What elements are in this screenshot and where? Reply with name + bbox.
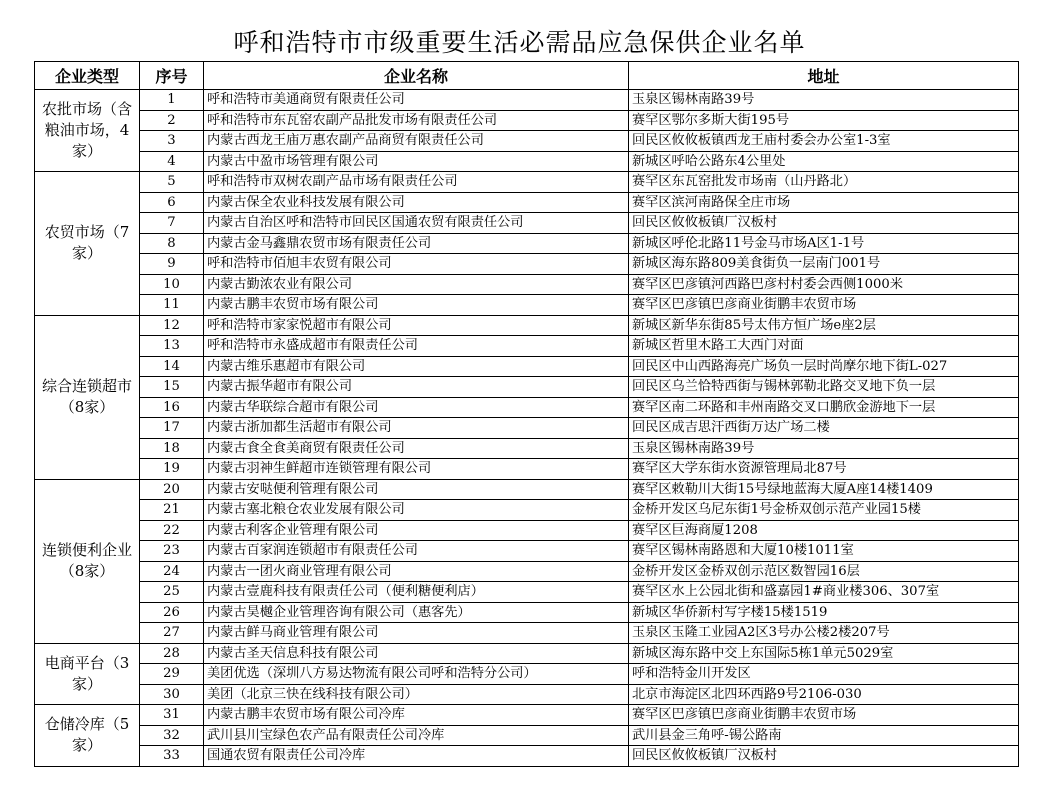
table-row [35, 479, 1019, 500]
company-address: 赛罕区大学东街水资源管理局北87号 [629, 459, 1019, 480]
table-row [35, 274, 1019, 295]
company-address: 回民区乌兰恰特西街与锡林郭勒北路交叉地下负一层 [629, 377, 1019, 398]
company-address: 赛罕区巴彦镇巴彦商业街鹏丰农贸市场 [629, 295, 1019, 316]
company-address: 呼和浩特金川开发区 [629, 664, 1019, 685]
row-number: 32 [140, 725, 204, 746]
category-cell: 仓储冷库（5家） [35, 705, 140, 767]
company-name: 内蒙古西龙王庙万惠农副产品商贸有限责任公司 [204, 131, 629, 152]
company-name: 内蒙古中盈市场管理有限公司 [204, 151, 629, 172]
company-name: 内蒙古勤浓农业有限公司 [204, 274, 629, 295]
row-number: 12 [140, 315, 204, 336]
company-address: 新城区呼伦北路11号金马市场A区1-1号 [629, 233, 1019, 254]
row-number: 33 [140, 746, 204, 767]
table-row [35, 643, 1019, 664]
header-name: 企业名称 [204, 62, 629, 90]
page-title: 呼和浩特市市级重要生活必需品应急保供企业名单 [233, 28, 806, 57]
row-number: 2 [140, 110, 204, 131]
header-type: 企业类型 [35, 62, 140, 90]
row-number: 1 [140, 90, 204, 111]
header-no: 序号 [140, 62, 204, 90]
row-number: 20 [140, 479, 204, 500]
category-cell: 电商平台（3家） [35, 643, 140, 705]
table-row [35, 725, 1019, 746]
company-address: 新城区呼哈公路东4公里处 [629, 151, 1019, 172]
company-name: 内蒙古鹏丰农贸市场有限公司冷库 [204, 705, 629, 726]
row-number: 14 [140, 356, 204, 377]
table-row [35, 377, 1019, 398]
table-body [35, 90, 1019, 767]
company-name: 内蒙古华联综合超市有限公司 [204, 397, 629, 418]
company-name: 内蒙古维乐惠超市有限公司 [204, 356, 629, 377]
company-name: 内蒙古振华超市有限公司 [204, 377, 629, 398]
company-address: 回民区攸攸板镇厂汉板村 [629, 746, 1019, 767]
row-number: 28 [140, 643, 204, 664]
row-number: 26 [140, 602, 204, 623]
row-number: 30 [140, 684, 204, 705]
header-row [35, 62, 1019, 90]
company-name: 呼和浩特市佰旭丰农贸有限公司 [204, 254, 629, 275]
company-address: 金桥开发区金桥双创示范区数智园16层 [629, 561, 1019, 582]
table-row [35, 151, 1019, 172]
table-row [35, 520, 1019, 541]
table-row [35, 131, 1019, 152]
company-name: 内蒙古百家润连锁超市有限责任公司 [204, 541, 629, 562]
company-address: 赛罕区鄂尔多斯大街195号 [629, 110, 1019, 131]
company-address: 赛罕区锡林南路恩和大厦10楼1011室 [629, 541, 1019, 562]
table-row [35, 172, 1019, 193]
table-row [35, 664, 1019, 685]
row-number: 5 [140, 172, 204, 193]
row-number: 31 [140, 705, 204, 726]
row-number: 18 [140, 438, 204, 459]
company-address: 赛罕区东瓦窑批发市场南（山丹路北） [629, 172, 1019, 193]
table-row [35, 541, 1019, 562]
company-address: 赛罕区巴彦镇巴彦商业街鹏丰农贸市场 [629, 705, 1019, 726]
company-address: 回民区成吉思汗西街万达广场二楼 [629, 418, 1019, 439]
company-address: 武川县金三角呼-锡公路南 [629, 725, 1019, 746]
company-address: 新城区海东路中交上东国际5栋1单元5029室 [629, 643, 1019, 664]
table-row [35, 561, 1019, 582]
table-row [35, 438, 1019, 459]
row-number: 17 [140, 418, 204, 439]
row-number: 23 [140, 541, 204, 562]
company-name: 内蒙古昊樾企业管理咨询有限公司（惠客先） [204, 602, 629, 623]
company-name: 内蒙古圣天信息科技有限公司 [204, 643, 629, 664]
company-address: 回民区攸攸板镇西龙王庙村委会办公室1-3室 [629, 131, 1019, 152]
table-row [35, 746, 1019, 767]
table-row [35, 418, 1019, 439]
row-number: 25 [140, 582, 204, 603]
enterprise-table [34, 61, 1019, 767]
category-cell: 综合连锁超市（8家） [35, 315, 140, 479]
row-number: 22 [140, 520, 204, 541]
company-address: 北京市海淀区北四环西路9号2106-030 [629, 684, 1019, 705]
row-number: 11 [140, 295, 204, 316]
table-row [35, 684, 1019, 705]
table-row [35, 602, 1019, 623]
company-name: 内蒙古保全农业科技发展有限公司 [204, 192, 629, 213]
company-name: 内蒙古利客企业管理有限公司 [204, 520, 629, 541]
table-row [35, 295, 1019, 316]
company-name: 内蒙古一团火商业管理有限公司 [204, 561, 629, 582]
company-name: 呼和浩特市永盛成超市有限责任公司 [204, 336, 629, 357]
table-row [35, 623, 1019, 644]
row-number: 7 [140, 213, 204, 234]
table-row [35, 705, 1019, 726]
company-name: 内蒙古羽神生鲜超市连锁管理有限公司 [204, 459, 629, 480]
row-number: 24 [140, 561, 204, 582]
company-name: 内蒙古壹鹿科技有限责任公司（便利糖便利店） [204, 582, 629, 603]
company-address: 新城区华侨新村写字楼15楼1519 [629, 602, 1019, 623]
table-row [35, 233, 1019, 254]
table-row [35, 459, 1019, 480]
company-name: 内蒙古塞北粮仓农业发展有限公司 [204, 500, 629, 521]
company-address: 新城区海东路809美食街负一层南门001号 [629, 254, 1019, 275]
company-address: 金桥开发区乌尼东街1号金桥双创示范产业园15楼 [629, 500, 1019, 521]
row-number: 9 [140, 254, 204, 275]
company-address: 玉泉区玉隆工业园A2区3号办公楼2楼207号 [629, 623, 1019, 644]
company-name: 美团优选（深圳八方易达物流有限公司呼和浩特分公司） [204, 664, 629, 685]
table-row [35, 500, 1019, 521]
row-number: 8 [140, 233, 204, 254]
company-name: 武川县川宝绿色农产品有限责任公司冷库 [204, 725, 629, 746]
table-row [35, 254, 1019, 275]
company-address: 赛罕区敕勒川大街15号绿地蓝海大厦A座14楼1409 [629, 479, 1019, 500]
company-address: 新城区哲里木路工大西门对面 [629, 336, 1019, 357]
company-address: 赛罕区南二环路和丰州南路交叉口鹏欣金游地下一层 [629, 397, 1019, 418]
table-row [35, 582, 1019, 603]
company-address: 赛罕区滨河南路保全庄市场 [629, 192, 1019, 213]
company-address: 玉泉区锡林南路39号 [629, 90, 1019, 111]
row-number: 10 [140, 274, 204, 295]
row-number: 16 [140, 397, 204, 418]
company-address: 新城区新华东街85号太伟方恒广场e座2层 [629, 315, 1019, 336]
table-row [35, 315, 1019, 336]
company-name: 美团（北京三快在线科技有限公司） [204, 684, 629, 705]
row-number: 29 [140, 664, 204, 685]
company-name: 呼和浩特市家家悦超市有限公司 [204, 315, 629, 336]
table-row [35, 110, 1019, 131]
company-name: 内蒙古金马鑫鼎农贸市场有限责任公司 [204, 233, 629, 254]
company-name: 内蒙古鲜马商业管理有限公司 [204, 623, 629, 644]
row-number: 27 [140, 623, 204, 644]
table-row [35, 356, 1019, 377]
company-name: 内蒙古自治区呼和浩特市回民区国通农贸有限责任公司 [204, 213, 629, 234]
table-row [35, 90, 1019, 111]
company-name: 呼和浩特市东瓦窑农副产品批发市场有限责任公司 [204, 110, 629, 131]
company-name: 内蒙古食全食美商贸有限责任公司 [204, 438, 629, 459]
company-name: 内蒙古安哒便利管理有限公司 [204, 479, 629, 500]
company-name: 内蒙古浙加都生活超市有限公司 [204, 418, 629, 439]
row-number: 15 [140, 377, 204, 398]
category-cell: 农贸市场（7家） [35, 172, 140, 316]
company-address: 回民区中山西路海亮广场负一层时尚摩尔地下街L-027 [629, 356, 1019, 377]
company-address: 赛罕区巴彦镇河西路巴彦村村委会西侧1000米 [629, 274, 1019, 295]
company-address: 玉泉区锡林南路39号 [629, 438, 1019, 459]
company-name: 内蒙古鹏丰农贸市场有限公司 [204, 295, 629, 316]
company-name: 国通农贸有限责任公司冷库 [204, 746, 629, 767]
company-address: 回民区攸攸板镇厂汉板村 [629, 213, 1019, 234]
table-row [35, 192, 1019, 213]
category-cell: 农批市场（含粮油市场，4家） [35, 90, 140, 172]
row-number: 4 [140, 151, 204, 172]
company-name: 呼和浩特市美通商贸有限责任公司 [204, 90, 629, 111]
header-address: 地址 [629, 62, 1019, 90]
company-name: 呼和浩特市双树农副产品市场有限责任公司 [204, 172, 629, 193]
company-address: 赛罕区水上公园北街和盛嘉园1#商业楼306、307室 [629, 582, 1019, 603]
row-number: 13 [140, 336, 204, 357]
row-number: 19 [140, 459, 204, 480]
row-number: 21 [140, 500, 204, 521]
company-address: 赛罕区巨海商厦1208 [629, 520, 1019, 541]
table-row [35, 397, 1019, 418]
row-number: 3 [140, 131, 204, 152]
category-cell: 连锁便利企业（8家） [35, 479, 140, 643]
table-row [35, 336, 1019, 357]
row-number: 6 [140, 192, 204, 213]
table-row [35, 213, 1019, 234]
